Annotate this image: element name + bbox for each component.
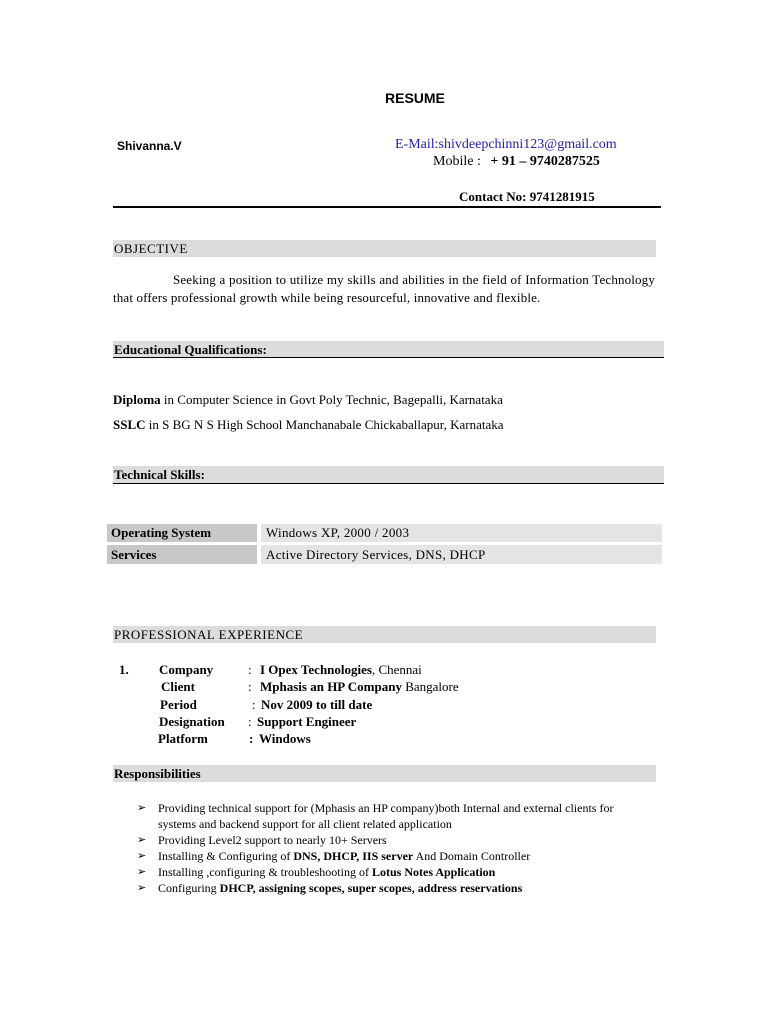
education-degree: SSLC [113,417,146,432]
experience-value: Mphasis an HP Company Bangalore [260,679,459,694]
experience-colon: : [248,679,252,694]
education-detail: in Computer Science in Govt Poly Technic, Bagepalli, Karnataka [160,392,503,407]
experience-value: I Opex Technologies, Chennai [260,662,422,677]
list-item: ➢ Providing technical support for (Mphasis an HP company)both Internal and external clients for systems and backend support for all client related application [137,801,614,831]
skills-row-label: Services [111,547,157,562]
experience-colon: : [252,697,256,712]
arrow-bullet-icon: ➢ [137,850,147,862]
candidate-name: Shivanna.V [117,139,182,153]
email-line[interactable] [395,137,617,153]
experience-colon: : [249,731,254,746]
education-degree: Diploma [113,392,161,407]
education-detail: in S BG N S High School Manchanabale Chickaballapur, Karnataka [145,417,504,432]
education-heading: Educational Qualifications: [114,342,267,357]
responsibilities-list [137,800,637,896]
experience-label: Designation [159,714,225,729]
responsibilities-heading: Responsibilities [114,766,201,781]
page-title: RESUME [385,90,445,106]
list-item: ➢ Configuring DHCP, assigning scopes, super scopes, address reservations [137,881,523,895]
objective-text: Seeking a position to utilize my skills and abilities in the field of Information Technology that offers professional growth while being resourceful, innovative and flexible. [113,272,655,305]
contact-number: 9741281915 [529,189,595,204]
email-label: E-Mail: [395,137,439,152]
skills-row-value: Active Directory Services, DNS, DHCP [266,547,486,562]
contact-label: Contact No: [459,189,527,204]
experience-value: Nov 2009 to till date [261,697,373,712]
experience-colon: : [248,714,252,729]
experience-label: Period [160,697,197,712]
experience-index: 1. [119,662,129,677]
education-item [113,392,503,408]
mobile-number: + 91 – 9740287525 [490,154,600,169]
header-divider [113,206,661,208]
experience-value: Support Engineer [257,714,357,729]
email-address[interactable]: shivdeepchinni123@gmail.com [438,137,617,152]
skills-heading-underline [113,483,664,484]
experience-colon: : [248,662,252,677]
mobile-label: Mobile : [433,154,481,169]
skills-row-label: Operating System [111,525,212,540]
education-item [113,417,504,433]
contact-line [459,189,595,205]
list-item: ➢ Installing & Configuring of DNS, DHCP, IIS server And Domain Controller [137,849,531,863]
mobile-line [433,154,600,170]
skills-heading: Technical Skills: [114,467,205,482]
skills-row-value: Windows XP, 2000 / 2003 [266,525,410,540]
arrow-bullet-icon: ➢ [137,866,147,878]
list-item: ➢ Providing Level2 support to nearly 10+ Servers [137,833,387,847]
objective-heading-bar [113,240,656,257]
objective-heading: OBJECTIVE [114,241,188,256]
experience-heading: PROFESSIONAL EXPERIENCE [114,627,304,642]
arrow-bullet-icon: ➢ [137,834,147,846]
experience-label: Company [159,662,214,677]
arrow-bullet-icon: ➢ [137,802,147,814]
experience-value: Windows [259,731,311,746]
experience-label: Platform [158,731,208,746]
arrow-bullet-icon: ➢ [137,882,147,894]
list-item: ➢ Installing ,configuring & troubleshooting of Lotus Notes Application [137,865,496,879]
experience-label: Client [161,679,195,694]
